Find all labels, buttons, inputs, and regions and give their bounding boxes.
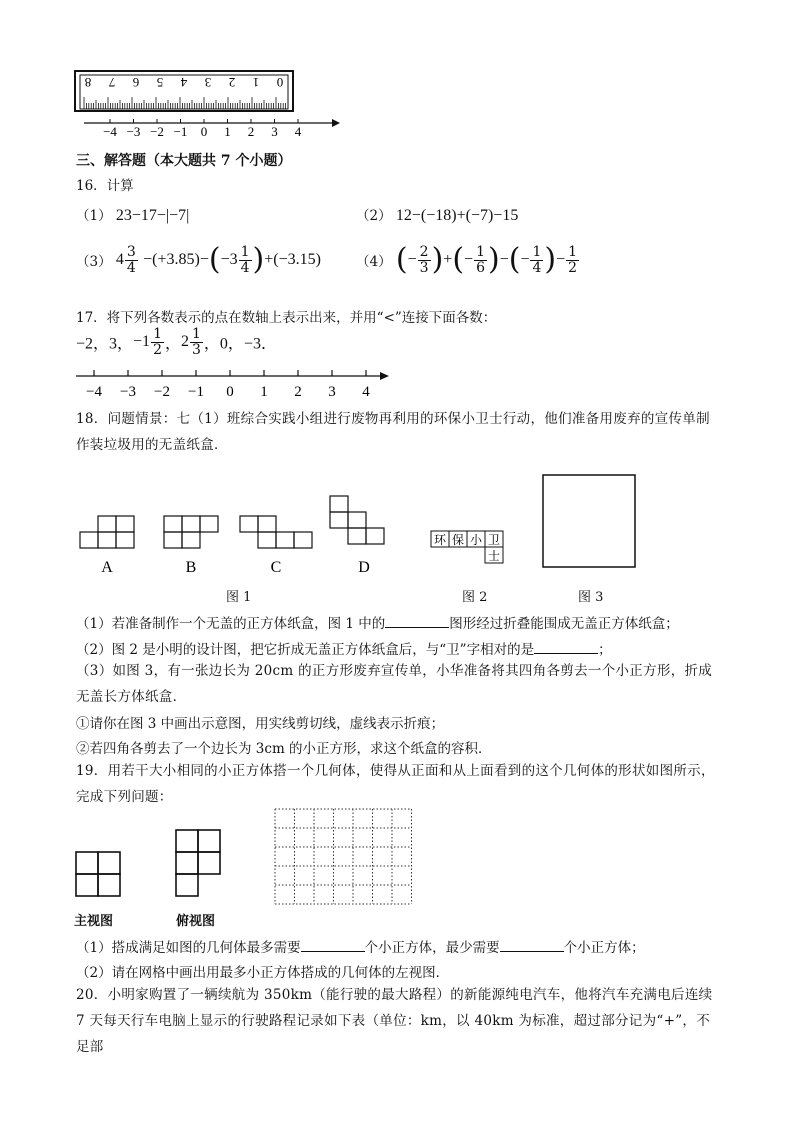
q16-part4: （4） (− $\frac{2}{3}$ )+(− $\frac{1}{6}$ )−(− $\frac{1}{4}$ )− $\frac{1}{2}$ — [356, 242, 578, 278]
q17-numbers: −2，3，−1 $\frac{1}{2}$ ，2 $\frac{1}{3}$ ，0，−3． — [76, 326, 277, 358]
ruler-scale-label: 2 — [228, 75, 236, 90]
q16-p1-label: （1） — [76, 208, 112, 224]
fig2-char-5: 士 — [487, 549, 501, 563]
q16-p3-mid: −(+3.85)− — [143, 251, 209, 269]
q17-axis-label: 0 — [226, 384, 234, 400]
q18-q2-a: （2）图 2 是小明的设计图，把它折成无盖正方体纸盒后，与“卫”字相对的是 — [76, 642, 535, 658]
fig-letter-c: C — [270, 559, 282, 576]
q17-axis-label: −3 — [120, 384, 136, 400]
q16-p3-label: （3） — [76, 254, 112, 271]
q16-part3: （3） 4 $\frac{3}{4}$ −(+3.85)−(−3 $\frac{1}{4}$ )+(−3.15) — [76, 242, 321, 278]
ruler-scale-label: 5 — [156, 75, 164, 90]
caption-fig3: 图 3 — [578, 590, 604, 605]
ruler-scale-label: 4 — [180, 75, 188, 90]
fig2-char-4: 卫 — [487, 533, 501, 547]
fig-letter-b: B — [185, 559, 197, 576]
q16-title: 16．计算 — [76, 178, 134, 194]
q18-q1-a: （1）若准备制作一个无盖的正方体纸盒，图 1 中的 — [76, 616, 386, 632]
label-front-view: 主视图 — [74, 914, 114, 929]
q18-q1 — [76, 612, 679, 632]
q17-axis-label: −4 — [86, 384, 102, 400]
q18-q2-b: ； — [598, 642, 612, 658]
q16-p3-end: +(−3.15) — [264, 251, 321, 269]
q18-q2-blank[interactable] — [534, 641, 598, 654]
q16-part2 — [356, 204, 518, 225]
q19-q1-blank1[interactable] — [301, 939, 365, 952]
q19-q1 — [76, 936, 645, 956]
front-view — [76, 852, 120, 896]
ruler-axis-label: 4 — [294, 124, 302, 139]
q19-views — [74, 826, 234, 902]
ruler-axis-label: −2 — [150, 124, 164, 139]
q17-axis-label: 3 — [328, 384, 336, 400]
q17-number-line — [72, 368, 392, 402]
q16-p3-whole: 4 — [115, 251, 124, 269]
fig2-char-1: 环 — [433, 533, 447, 547]
ruler-scale-label: 1 — [252, 75, 260, 90]
q16-part1 — [76, 204, 189, 225]
q19-q1-b: 个小正方体，最少需要 — [364, 940, 500, 956]
q18-q1-b: 图形经过折叠能围成无盖正方体纸盒； — [449, 616, 679, 632]
q17-n3-whole: 2 — [181, 333, 189, 351]
label-top-view: 俯视图 — [176, 914, 216, 929]
ruler-axis-label: 0 — [200, 124, 208, 139]
q18-q1-blank[interactable] — [385, 615, 449, 628]
q17-axis-label: −2 — [154, 384, 170, 400]
q18-q3: （3）如图 3，有一张边长为 20cm 的正方形废弃宣传单，小华准备将其四角各剪去一个小正方形，折成无盖长方体纸盒． — [76, 663, 713, 705]
caption-fig2: 图 2 — [462, 590, 488, 605]
fig-letter-d: D — [358, 559, 370, 576]
ruler-scale-label: 6 — [132, 75, 140, 90]
q18-q2 — [76, 638, 612, 658]
figure-3 — [542, 474, 638, 570]
ruler-axis-label: −1 — [173, 124, 188, 139]
ruler-scale-label: 8 — [84, 75, 92, 90]
q16-p1-expr: 23−17−|−7| — [115, 207, 190, 224]
q17-axis-label: 2 — [294, 384, 302, 400]
q18-q3-2: ②若四角各剪去了一个边长为 3cm 的小正方形，求这个纸盒的容积． — [76, 741, 492, 757]
q17-n2-whole: −1 — [133, 333, 151, 351]
caption-fig1: 图 1 — [226, 590, 252, 605]
q19-grid[interactable] — [274, 808, 414, 906]
ruler-scale-label: 7 — [108, 75, 116, 90]
ruler-figure — [70, 66, 350, 146]
ruler-axis-label: 1 — [224, 124, 231, 139]
q16-p2-label: （2） — [356, 208, 392, 224]
ruler-scale-label: 3 — [204, 75, 212, 90]
fig-letter-a: A — [101, 559, 113, 576]
ruler-axis-label: −3 — [126, 124, 141, 139]
figure-2 — [430, 530, 510, 570]
ruler-axis-label: 3 — [271, 124, 278, 139]
q16-p4-label: （4） — [356, 254, 392, 271]
q17-axis-label: 1 — [260, 384, 268, 400]
top-view — [176, 830, 220, 896]
q17-n1: −2，3， — [76, 335, 134, 353]
ruler-axis-label: 2 — [247, 124, 255, 139]
q17-title: 17．将下列各数表示的点在数轴上表示出来，并用“<”连接下面各数： — [76, 310, 497, 326]
q19-q1-blank2[interactable] — [500, 939, 564, 952]
q19-q1-c: 个小正方体； — [563, 940, 645, 956]
q17-axis-label: −1 — [188, 384, 204, 400]
net-a — [80, 516, 134, 548]
fig2-char-3: 小 — [469, 533, 483, 547]
q17-n4: ，0，−3． — [203, 335, 277, 353]
net-c — [240, 516, 312, 548]
net-b — [164, 516, 218, 548]
q18-q3-1: ①请你在图 3 中画出示意图，用实线剪切线，虚线表示折痕； — [76, 716, 445, 732]
ruler-scale-label: 0 — [276, 75, 284, 90]
q18-intro: 18．问题情景：七（1）班综合实践小组进行废物再利用的环保小卫士行动，他们准备用废弃的宣传单制作装垃圾用的无盖纸盒． — [76, 411, 710, 453]
section-title: 三、解答题（本大题共 7 个小题） — [76, 153, 292, 169]
figure-1 — [74, 488, 404, 580]
q16-p3-frac2: $\frac{1}{4}$ — [240, 244, 250, 276]
q19-intro: 19．用若干大小相同的小正方体搭一个几何体，使得从正面和从上面看到的这个几何体的形状如图所示，完成下列问题： — [76, 763, 715, 805]
fig2-char-2: 保 — [451, 533, 465, 547]
q19-q1-a: （1）搭成满足如图的几何体最多需要 — [76, 940, 301, 956]
q16-p3-frac1: $\frac{3}{4}$ — [126, 244, 136, 276]
net-d — [330, 496, 384, 544]
q20-intro: 20．小明家购置了一辆续航为 350km（能行驶的最大路程）的新能源纯电汽车，他将汽车充满电后连续 7 天每天行车电脑上显示的行驶路程记录如下表（单位：km，以 40km 为标准，超过部分记为“+”，不足部 — [76, 987, 713, 1055]
q17-axis-label: 4 — [362, 384, 370, 400]
q19-q2: （2）请在网格中画出用最多小正方体搭成的几何体的左视图． — [76, 965, 450, 981]
ruler-axis-label: −4 — [103, 124, 117, 139]
q16-p3-whole2: −3 — [220, 251, 238, 269]
q16-p2-expr: 12−(−18)+(−7)−15 — [395, 207, 519, 224]
